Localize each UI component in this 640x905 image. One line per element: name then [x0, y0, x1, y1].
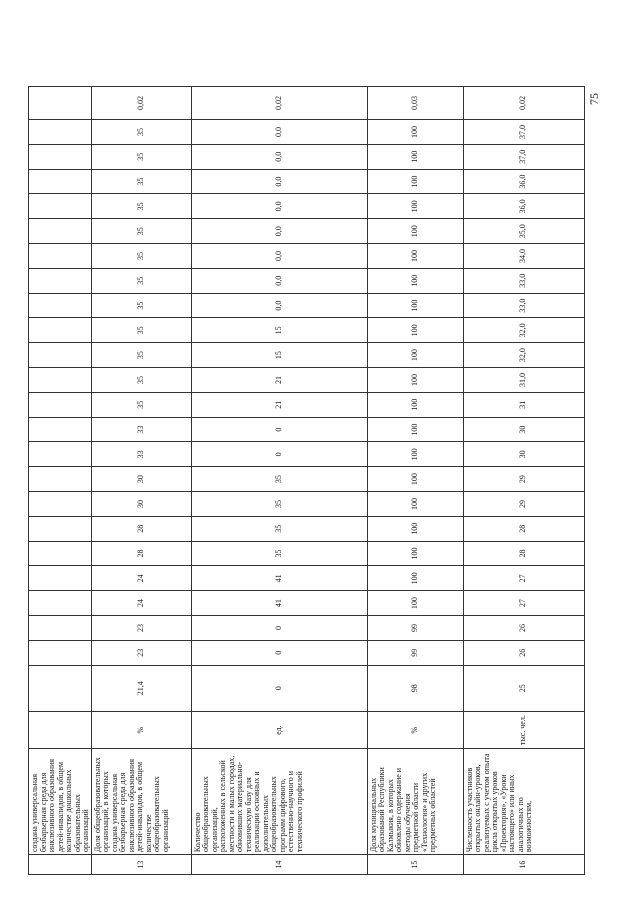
- value-cell: 0,0: [191, 169, 367, 194]
- value-cell: 100: [367, 492, 463, 517]
- value-cell: 35,0: [463, 219, 584, 244]
- value-cell: 30: [463, 417, 584, 442]
- value-cell: 0,0: [191, 194, 367, 219]
- value-cell: 26: [463, 616, 584, 641]
- value-cell: [29, 343, 92, 368]
- value-cell: 100: [367, 244, 463, 269]
- value-cell: [29, 194, 92, 219]
- value-cell: [29, 244, 92, 269]
- value-cell: [29, 392, 92, 417]
- value-cell: 21: [191, 368, 367, 393]
- value-cell: 33,0: [463, 268, 584, 293]
- value-cell: 100: [367, 417, 463, 442]
- table-row: [367, 87, 463, 875]
- value-cell: [29, 268, 92, 293]
- value-cell: 30: [91, 467, 191, 492]
- value-cell: 36,0: [463, 169, 584, 194]
- value-cell: 0,0: [191, 219, 367, 244]
- value-cell: 100: [367, 268, 463, 293]
- value-cell: 32,0: [463, 343, 584, 368]
- value-cell: 100: [367, 516, 463, 541]
- value-cell: 100: [367, 368, 463, 393]
- value-cell: [29, 640, 92, 665]
- value-cell: 35: [91, 392, 191, 417]
- indicator-description: создана универсальная безбарьерная среда для инклюзивного образования детей-инвалидов, в общем количестве дошкольных образовательных организаций: [29, 749, 92, 855]
- indicator-description: Численность участников открытых онлайн-уроков, реализуемых с учетом опыта цикла открытых уроков «Проектория», «Уроки настоящего» или иных аналогичных по возможностям,: [463, 749, 584, 855]
- value-cell: 100: [367, 120, 463, 145]
- value-cell: [29, 144, 92, 169]
- table-row: [463, 87, 584, 875]
- value-cell: [29, 219, 92, 244]
- value-cell: 100: [367, 591, 463, 616]
- value-cell: [29, 616, 92, 641]
- base-value-cell: 98: [367, 665, 463, 711]
- rotated-table: [28, 86, 579, 875]
- value-cell: 23: [91, 640, 191, 665]
- value-cell: [29, 711, 92, 748]
- value-cell: 35: [91, 318, 191, 343]
- value-cell: [29, 492, 92, 517]
- unit-cell: ед.: [191, 711, 367, 748]
- base-value-cell: 25: [463, 665, 584, 711]
- value-cell: 100: [367, 392, 463, 417]
- value-cell: 99: [367, 616, 463, 641]
- value-cell: 41: [191, 591, 367, 616]
- value-cell: 35: [91, 169, 191, 194]
- value-cell: 0: [191, 640, 367, 665]
- row-number-cell: 15: [367, 855, 463, 875]
- value-cell: 34,0: [463, 244, 584, 269]
- table-row-continued: [29, 87, 92, 875]
- value-cell: 0,0: [191, 120, 367, 145]
- value-cell: [29, 120, 92, 145]
- value-cell: 35: [191, 492, 367, 517]
- row-number-cell: 16: [463, 855, 584, 875]
- value-cell: [29, 293, 92, 318]
- indicator-table: [28, 86, 585, 875]
- value-cell: [29, 87, 92, 120]
- value-cell: 28: [91, 541, 191, 566]
- value-cell: [29, 417, 92, 442]
- indicator-description: Доля муниципальных образований Республики Калмыкия, в которых обновлено содержание и методы обучения предметной области «Технология» и других предметных областей: [367, 749, 463, 855]
- value-cell: 35: [191, 467, 367, 492]
- unit-cell: %: [91, 711, 191, 748]
- value-cell: 99: [367, 640, 463, 665]
- value-cell: [29, 467, 92, 492]
- indicator-description: Количество общеобразовательных организаций, расположенных в сельской местности и малых городах, обновивших материально-техническую базу для реализации основных и дополнительных общеобразовательных программ цифрового, естественно-научного и технического профилей: [191, 749, 367, 855]
- value-cell: [29, 566, 92, 591]
- row-number-cell: 13: [91, 855, 191, 875]
- value-cell: 24: [91, 591, 191, 616]
- value-cell: 30: [91, 492, 191, 517]
- value-cell: 31: [463, 392, 584, 417]
- unit-cell: тыс. чел.: [463, 711, 584, 748]
- value-cell: 28: [463, 541, 584, 566]
- value-cell: 24: [91, 566, 191, 591]
- value-cell: [29, 368, 92, 393]
- value-cell: 0,0: [191, 144, 367, 169]
- value-cell: 35: [191, 516, 367, 541]
- value-cell: 27: [463, 591, 584, 616]
- value-cell: [29, 541, 92, 566]
- value-cell: 100: [367, 219, 463, 244]
- value-cell: 15: [191, 318, 367, 343]
- value-cell: 0: [191, 417, 367, 442]
- value-cell: 21: [191, 392, 367, 417]
- value-cell: 23: [91, 616, 191, 641]
- value-cell: 100: [367, 566, 463, 591]
- last-value-cell: 0,03: [367, 87, 463, 120]
- value-cell: 100: [367, 194, 463, 219]
- data-table-frame: [28, 86, 640, 869]
- value-cell: 0,0: [191, 268, 367, 293]
- last-value-cell: 0,02: [191, 87, 367, 120]
- value-cell: [29, 318, 92, 343]
- value-cell: 100: [367, 541, 463, 566]
- value-cell: 30: [463, 442, 584, 467]
- table-row: [191, 87, 367, 875]
- value-cell: 37,0: [463, 144, 584, 169]
- value-cell: [29, 442, 92, 467]
- value-cell: 33: [91, 417, 191, 442]
- value-cell: 100: [367, 293, 463, 318]
- value-cell: 28: [91, 516, 191, 541]
- table-row: [91, 87, 191, 875]
- value-cell: 41: [191, 566, 367, 591]
- unit-cell: %: [367, 711, 463, 748]
- value-cell: 33: [91, 442, 191, 467]
- value-cell: 35: [91, 268, 191, 293]
- value-cell: [29, 516, 92, 541]
- value-cell: 35: [91, 343, 191, 368]
- value-cell: 100: [367, 442, 463, 467]
- value-cell: 100: [367, 318, 463, 343]
- value-cell: [29, 591, 92, 616]
- value-cell: 35: [191, 541, 367, 566]
- page-number: 75: [587, 93, 601, 105]
- value-cell: 36,0: [463, 194, 584, 219]
- value-cell: 26: [463, 640, 584, 665]
- value-cell: 27: [463, 566, 584, 591]
- value-cell: 0,0: [191, 293, 367, 318]
- value-cell: 100: [367, 343, 463, 368]
- last-value-cell: 0,02: [463, 87, 584, 120]
- value-cell: 35: [91, 244, 191, 269]
- base-value-cell: 21,4: [91, 665, 191, 711]
- value-cell: 32,0: [463, 318, 584, 343]
- value-cell: 15: [191, 343, 367, 368]
- value-cell: 35: [91, 194, 191, 219]
- value-cell: 100: [367, 467, 463, 492]
- value-cell: 37,0: [463, 120, 584, 145]
- row-number-cell: 14: [191, 855, 367, 875]
- value-cell: 28: [463, 516, 584, 541]
- value-cell: 31,0: [463, 368, 584, 393]
- value-cell: 29: [463, 492, 584, 517]
- value-cell: [29, 665, 92, 711]
- row-number-cell: [29, 855, 92, 875]
- value-cell: 0: [191, 616, 367, 641]
- value-cell: 35: [91, 368, 191, 393]
- value-cell: 35: [91, 293, 191, 318]
- value-cell: 29: [463, 467, 584, 492]
- value-cell: [29, 169, 92, 194]
- value-cell: 100: [367, 144, 463, 169]
- last-value-cell: 0,02: [91, 87, 191, 120]
- value-cell: 0,0: [191, 244, 367, 269]
- value-cell: 0: [191, 442, 367, 467]
- value-cell: 33,0: [463, 293, 584, 318]
- value-cell: 35: [91, 144, 191, 169]
- value-cell: 35: [91, 120, 191, 145]
- base-value-cell: 0: [191, 665, 367, 711]
- value-cell: 100: [367, 169, 463, 194]
- value-cell: 35: [91, 219, 191, 244]
- indicator-description: Доля общеобразовательных организаций, в которых создана универсальная безбарьерная среда для инклюзивного образования детей-инвалидов, в общем количестве общеобразовательных организаций: [91, 749, 191, 855]
